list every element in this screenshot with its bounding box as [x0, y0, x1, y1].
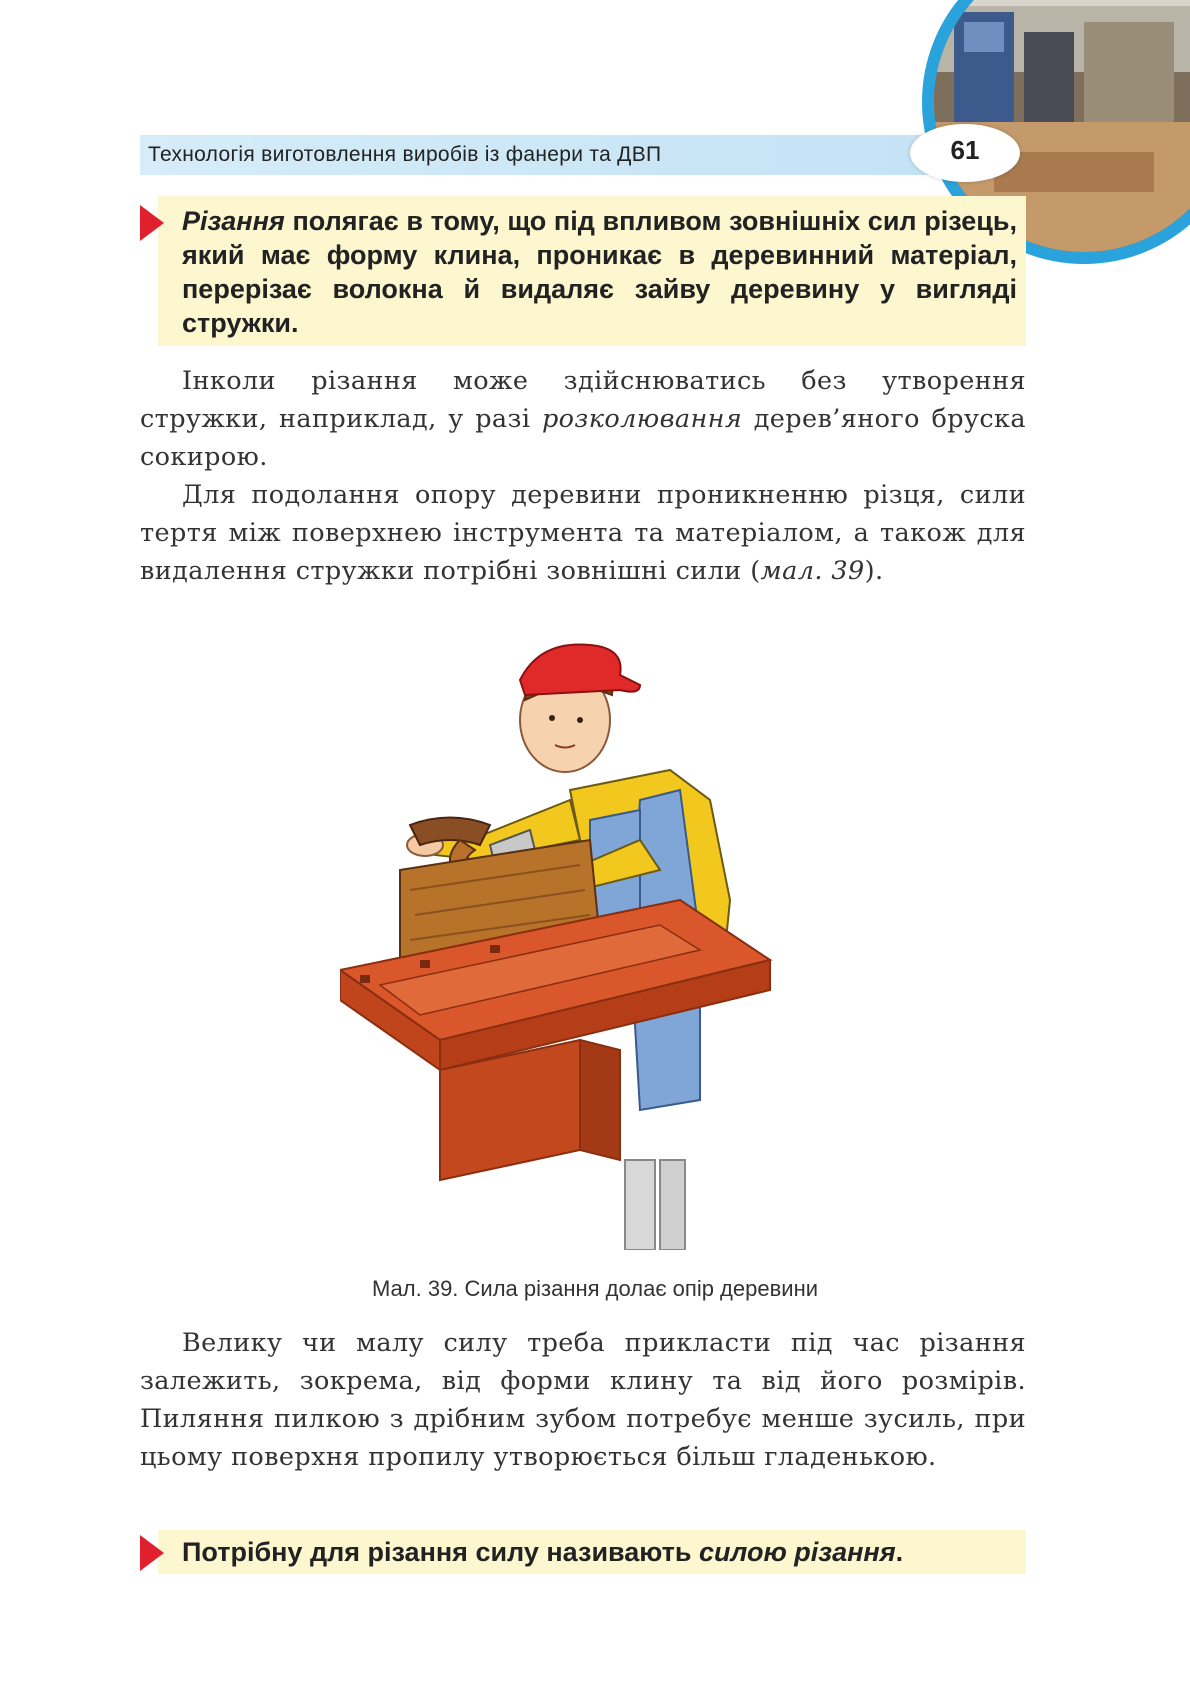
figure-reference: мал. 39 [760, 556, 865, 586]
definition-1-body: полягає в тому, що під впливом зовнішніх сил різець, який має форму клина, проникає в деревинний матеріал, перерізає волокна й видаляє зайву деревину у вигляді стружки. [182, 206, 1017, 338]
definition-1-text [182, 204, 1017, 340]
paragraph-3-text: Велику чи малу силу треба прикласти під час різання залежить, зокрема, від форми клину та від його розмірів. Пиляння пилкою з дрібним зубом потребує менше зусиль, при цьому поверхня пропилу утворюється більш гладенькою. [140, 1328, 1026, 1472]
page-header-title: Технологія виготовлення виробів із фанери та ДВП [148, 143, 662, 166]
definition-arrow-icon [140, 1535, 164, 1571]
definition-2-text [182, 1535, 1017, 1569]
term-cutting: Різання [182, 206, 285, 236]
paragraph-1-part-1: Інколи різання може здійснюватись без утворення стружки, наприклад, у разі [140, 366, 1026, 434]
paragraph-2-part-1: Для подолання опору деревини проникненню різця, сили тертя між поверхнею інструмента та матеріалом, а також для видалення стружки потрібні зовнішні сили ( [140, 480, 1026, 586]
vise-legs [625, 1160, 685, 1250]
paragraph-2-part-2: ). [864, 556, 884, 586]
figure-caption: Мал. 39. Сила різання долає опір деревини [371, 1276, 819, 1301]
term-cutting-force: силою різання [699, 1537, 896, 1567]
paragraph-1-emphasis: розколювання [541, 404, 743, 434]
paragraph-3 [140, 1324, 1026, 1476]
page-number: 61 [950, 135, 980, 165]
figure-illustration [340, 640, 840, 1250]
paragraph-2 [140, 476, 1026, 590]
definition-2-part-1: Потрібну для різання силу називають [182, 1537, 700, 1567]
definition-2-part-2: . [895, 1537, 904, 1567]
paragraph-1 [140, 362, 1026, 476]
paragraph-1-part-2: дерев’яного бруска сокирою. [140, 404, 1026, 472]
definition-arrow-icon [140, 205, 164, 241]
